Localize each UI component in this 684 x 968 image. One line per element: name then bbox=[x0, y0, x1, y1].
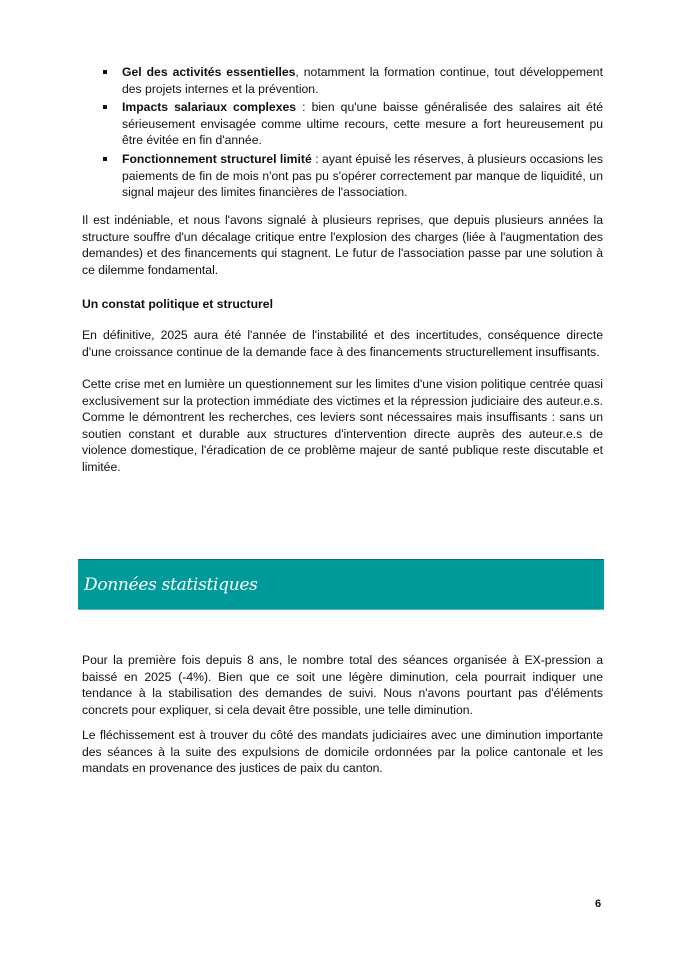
consequences-list bbox=[103, 64, 603, 203]
list-item-text: : bien qu'une baisse généralisée des salaires ait été sérieusement envisagée comme ultime recours, cette mesure a fort heureusement pu être évitée en fin d'année. bbox=[122, 100, 603, 148]
list-item-title: Gel des activités essentielles bbox=[122, 65, 296, 79]
paragraph-judicial-mandates: Le fléchissement est à trouver du côté des mandats judiciaires avec une diminution importante des séances à la suite des expulsions de domicile ordonnées par la police cantonale et les mandats en provenance des justices de paix du canton. bbox=[82, 728, 603, 776]
bullet-icon bbox=[103, 157, 107, 161]
bullet-icon bbox=[103, 105, 107, 109]
paragraph-statistics-intro: Pour la première fois depuis 8 ans, le nombre total des séances organisée à EX-pression a baissé en 2025 (-4%). Bien que ce soit une légère diminution, cela pourrait indiquer une tendance à la stabilisation des demandes de suivi. Nous n'avons pourtant pas d'éléments concrets pour expliquer, si cela devait être possible, une telle diminution. bbox=[82, 653, 603, 717]
subheading: Un constat politique et structurel bbox=[82, 297, 273, 311]
bullet-icon bbox=[103, 70, 107, 74]
section-title: Données statistiques bbox=[84, 575, 258, 595]
list-item-title: Impacts salariaux complexes bbox=[122, 100, 297, 115]
list-item bbox=[103, 99, 603, 149]
list-item-text: : ayant épuisé les réserves, à plusieurs occasions les paiements de fin de mois n'ont pas pu s'opérer correctement par manque de liquidité, un signal majeur des limites financières de l'association. bbox=[122, 151, 603, 200]
paragraph-conclusion: En définitive, 2025 aura été l'année de l'instabilité et des incertitudes, conséquence directe d'une croissance continue de la demande face à des financements structurellement insuffisants. bbox=[82, 328, 603, 359]
paragraph-political-vision: Cette crise met en lumière un questionnement sur les limites d'une vision politique centrée quasi exclusivement sur la protection immédiate des victimes et la répression judiciaire des auteur.e.s. Comme le démontrent les recherches, ces leviers sont nécessaires mais insuffisants : sans un soutien constant et durable aux structures d'intervention directe auprès des auteur.e.s de violence domestique, l'éradication de ce problème majeur de santé publique reste discutable et limitée. bbox=[82, 377, 603, 474]
page-number: 6 bbox=[595, 898, 602, 910]
list-item bbox=[103, 64, 603, 97]
list-item-text: , notamment la formation continue, tout développement des projets internes et la prévention. bbox=[122, 65, 603, 96]
list-item-title: Fonctionnement structurel limité bbox=[122, 151, 312, 166]
section-banner bbox=[78, 559, 604, 610]
paragraph-funding-gap: Il est indéniable, et nous l'avons signalé à plusieurs reprises, que depuis plusieurs années la structure souffre d'un décalage critique entre l'explosion des charges (liée à l'augmentation des demandes) et des financements qui stagnent. Le futur de l'association passe par une solution à ce dilemme fondamental. bbox=[82, 213, 603, 277]
list-item bbox=[103, 151, 603, 201]
